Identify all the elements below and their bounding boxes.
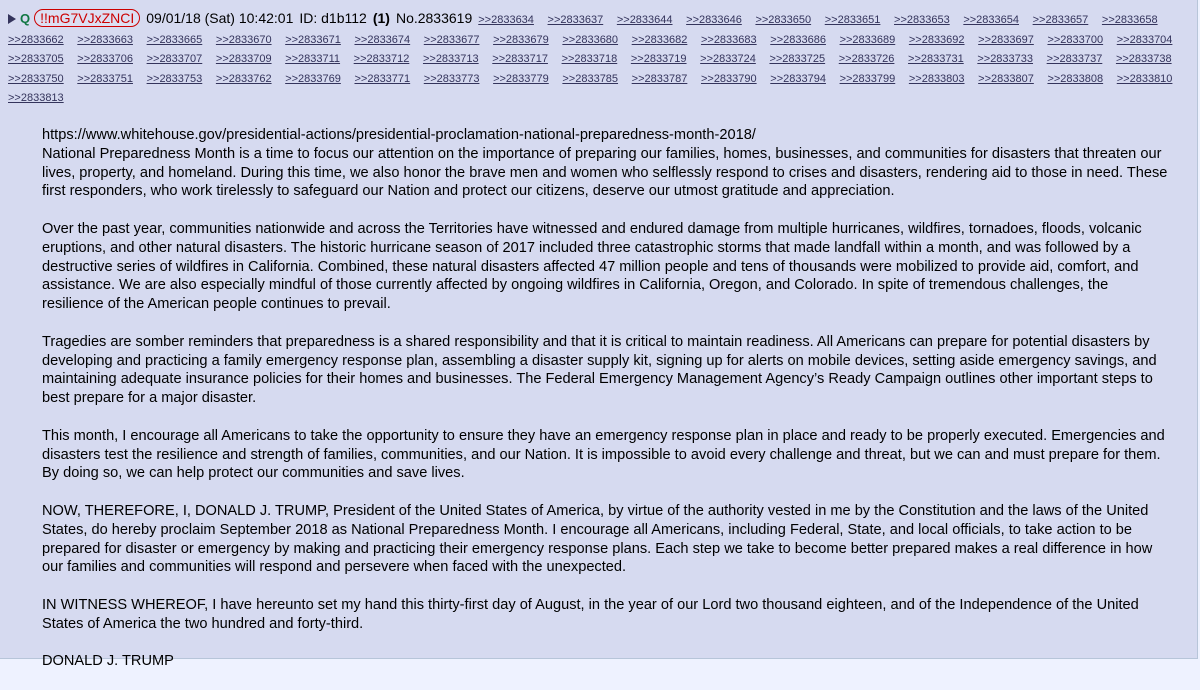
- backlink[interactable]: >>2833803: [908, 72, 965, 85]
- signature: DONALD J. TRUMP: [42, 653, 174, 670]
- backlink[interactable]: >>2833654: [963, 14, 1019, 26]
- backlink[interactable]: >>2833704: [1116, 33, 1173, 46]
- backlink[interactable]: >>2833813: [8, 92, 64, 104]
- backlink[interactable]: >>2833733: [977, 53, 1034, 65]
- backlink[interactable]: >>2833785: [562, 72, 619, 85]
- backlink[interactable]: >>2833658: [1101, 14, 1158, 26]
- backlink[interactable]: >>2833717: [492, 53, 548, 65]
- backlink[interactable]: >>2833677: [423, 33, 480, 46]
- backlink[interactable]: >>2833711: [285, 53, 341, 65]
- backlink[interactable]: >>2833683: [700, 33, 757, 46]
- backlink[interactable]: >>2833738: [1115, 53, 1172, 65]
- backlink[interactable]: >>2833653: [894, 14, 950, 26]
- backlink[interactable]: >>2833671: [285, 33, 341, 46]
- backlink[interactable]: >>2833662: [8, 33, 64, 46]
- body-paragraph: Tragedies are somber reminders that preparedness is a shared responsibility and that it is critical to maintain readiness. All Americans can prepare for potential disasters by developing and practicing a family emergency response plan, assembling a disaster supply kit, signing up for alerts on mobile devices, setting aside emergency savings, and maintaining adequate insurance policies for their homes and businesses. The Federal Emergency Management Agency’s Ready Campaign outlines other important steps to best prepare for a major disaster.: [42, 333, 1157, 407]
- backlink[interactable]: >>2833713: [422, 53, 479, 65]
- post-datetime: 09/01/18 (Sat) 10:42:01: [146, 10, 294, 26]
- backlink[interactable]: >>2833753: [146, 72, 203, 85]
- backlink[interactable]: >>2833697: [978, 33, 1034, 46]
- backlink[interactable]: >>2833794: [770, 72, 826, 85]
- backlink[interactable]: >>2833689: [839, 33, 896, 46]
- backlink[interactable]: >>2833724: [700, 53, 756, 65]
- backlink[interactable]: >>2833779: [493, 72, 549, 85]
- backlink[interactable]: >>2833773: [423, 72, 480, 85]
- backlink[interactable]: >>2833637: [547, 14, 604, 26]
- backlink[interactable]: >>2833644: [616, 14, 673, 26]
- backlink[interactable]: >>2833707: [146, 53, 203, 65]
- body-paragraph: National Preparedness Month is a time to focus our attention on the importance of preparing our families, homes, businesses, and communities for disasters that threaten our lives, property, and homeland. During this time, we also honor the brave men and women who selflessly respond to crises and disasters, rendering aid to those in need. These first responders, who work tirelessly to safeguard our Nation and protect our citizens, deserve our utmost gratitude and appreciation.: [42, 145, 1168, 200]
- backlink[interactable]: >>2833709: [215, 53, 272, 65]
- backlink[interactable]: >>2833651: [824, 14, 881, 26]
- proclamation-url: https://www.whitehouse.gov/presidential-actions/presidential-proclamation-national-preparedness-month-2018/: [42, 127, 756, 143]
- backlink[interactable]: >>2833706: [77, 53, 133, 65]
- poster-id[interactable]: ID: d1b112: [299, 10, 367, 26]
- backlink[interactable]: >>2833751: [77, 72, 133, 85]
- body-paragraph: This month, I encourage all Americans to take the opportunity to ensure they have an emergency response plan in place and ready to be properly executed. Emergencies and disasters test the resilience and strength of families, communities, and our Nation. It is impossible to avoid every challenge and threat, but we can and must prepare for them. By doing so, we can help protect our communities and save lives.: [42, 427, 1165, 482]
- backlink[interactable]: >>2833674: [354, 33, 411, 46]
- backlink[interactable]: >>2833790: [700, 72, 757, 85]
- backlink[interactable]: >>2833762: [215, 72, 272, 85]
- backlink[interactable]: >>2833808: [1047, 72, 1104, 85]
- backlink[interactable]: >>2833712: [353, 53, 410, 65]
- backlink[interactable]: >>2833731: [908, 53, 964, 65]
- backlink[interactable]: >>2833700: [1047, 33, 1104, 46]
- backlink[interactable]: >>2833686: [770, 33, 826, 46]
- backlink[interactable]: >>2833657: [1032, 14, 1089, 26]
- backlink[interactable]: >>2833787: [631, 72, 688, 85]
- backlink[interactable]: >>2833663: [77, 33, 133, 46]
- post-number-link[interactable]: No.2833619: [395, 10, 473, 26]
- backlink[interactable]: >>2833705: [8, 53, 64, 65]
- backlink[interactable]: >>2833771: [354, 72, 411, 85]
- backlink[interactable]: >>2833679: [493, 33, 549, 46]
- backlink[interactable]: >>2833670: [215, 33, 272, 46]
- backlink[interactable]: >>2833692: [908, 33, 965, 46]
- poster-name: Q: [20, 11, 31, 26]
- backlink[interactable]: >>2833719: [630, 53, 687, 65]
- backlink[interactable]: >>2833665: [146, 33, 203, 46]
- post-menu-arrow-icon[interactable]: [8, 14, 16, 24]
- backlink[interactable]: >>2833769: [285, 72, 341, 85]
- post-header: [8, 9, 1188, 108]
- backlink[interactable]: >>2833799: [839, 72, 896, 85]
- body-paragraph: IN WITNESS WHEREOF, I have hereunto set my hand this thirty-first day of August, in the year of our Lord two thousand eighteen, and of the Independence of the United States of America the two hundred and forty-third.: [42, 596, 1139, 632]
- body-paragraph: Over the past year, communities nationwide and across the Territories have witnessed and endured damage from multiple hurricanes, wildfires, tornadoes, floods, volcanic eruptions, and other natural disasters. The historic hurricane season of 2017 included three catastrophic storms that made landfall within a month, and was followed by a destructive series of wildfires in California. Combined, these natural disasters affected 47 million people and tens of thousands were mobilized to provide aid, comfort, and assistance. We are also especially mindful of those currently affected by ongoing wildfires in California, Oregon, and Colorado. In spite of tremendous challenges, the resilience of the American people continues to prevail.: [42, 220, 1142, 313]
- backlink[interactable]: >>2833682: [631, 33, 688, 46]
- backlink[interactable]: >>2833634: [478, 14, 534, 26]
- body-paragraph: NOW, THEREFORE, I, DONALD J. TRUMP, President of the United States of America, by virtue of the authority vested in me by the Constitution and the laws of the United States, do hereby proclaim September 2018 as National Preparedness Month. I encourage all Americans, including Federal, State, and local officials, to take action to be prepared for disaster or emergency by making and practicing their emergency response plans. Each step we take to become better prepared makes a real difference in how our families and communities will respond and persevere when faced with the unexpected.: [42, 502, 1153, 576]
- backlink[interactable]: >>2833807: [978, 72, 1034, 85]
- backlink[interactable]: >>2833737: [1046, 53, 1103, 65]
- poster-tripcode: !!mG7VJxZNCI: [34, 9, 140, 27]
- backlink[interactable]: >>2833650: [755, 14, 812, 26]
- post-body: [42, 126, 1172, 690]
- backlink[interactable]: >>2833718: [561, 53, 618, 65]
- backlink[interactable]: >>2833726: [838, 53, 895, 65]
- backlink[interactable]: >>2833750: [8, 72, 64, 85]
- post-paragraphs: [42, 145, 1172, 671]
- poster-reply-count: (1): [372, 10, 390, 26]
- backlink[interactable]: >>2833680: [562, 33, 619, 46]
- backlink[interactable]: >>2833646: [686, 14, 742, 26]
- backlink[interactable]: >>2833810: [1116, 72, 1173, 85]
- backlink[interactable]: >>2833725: [769, 53, 826, 65]
